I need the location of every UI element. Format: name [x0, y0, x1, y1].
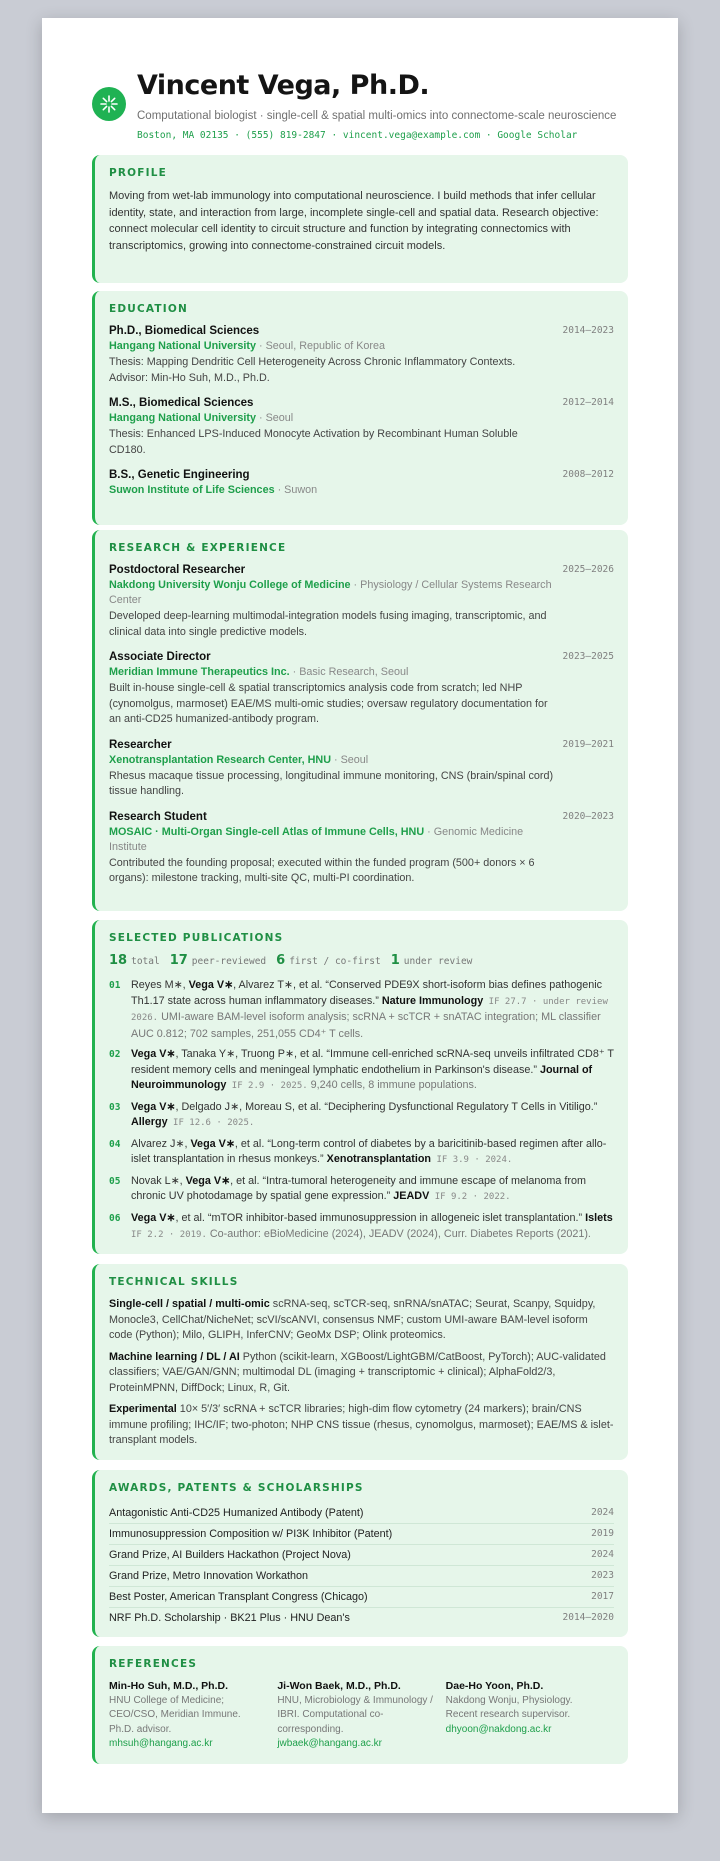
school-name: Suwon Institute of Life Sciences [109, 484, 275, 496]
award-item [109, 1503, 614, 1524]
impact-factor-year: IF 3.9 · 2024. [431, 1155, 513, 1165]
role-description: Rhesus macaque tissue processing, longitudinal immune monitoring, CNS (brain/spinal cord) tissue handling. [109, 769, 554, 797]
publication-stats [109, 953, 614, 968]
section-title: EDUCATION [109, 303, 189, 315]
publication-item [109, 1047, 614, 1095]
school-line [109, 411, 614, 426]
section-title: AWARDS, PATENTS & SCHOLARSHIPS [109, 1482, 364, 1494]
award-date: 2017 [591, 1591, 614, 1602]
publication-note: 9,240 cells, 8 immune populations. [307, 1079, 477, 1091]
award-date: 2019 [591, 1528, 614, 1539]
thesis-description: Thesis: Mapping Dendritic Cell Heterogeneity Across Chronic Inflammatory Contexts. Advisor: Min-Ho Suh, M.D., Ph.D. [109, 356, 516, 384]
skill-category: Single-cell / spatial / multi-omic [109, 1298, 270, 1310]
award-title: Antagonistic Anti-CD25 Humanized Antibody (Patent) [109, 1507, 364, 1519]
profile-section [92, 155, 628, 283]
journal-name: JEADV [393, 1190, 430, 1202]
citation-text: , Delgado J∗, Moreau S, et al. “Deciphering Dysfunctional Regulatory T Cells in Vitiligo.” [175, 1100, 598, 1113]
award-title: Grand Prize, AI Builders Hackathon (Project Nova) [109, 1549, 351, 1561]
resume-page [42, 18, 678, 1813]
reference-card [446, 1679, 614, 1752]
skill-list-text: 10× 5′/3′ scRNA + scTCR libraries; high-dim flow cytometry (24 markers); brain/CNS immune profiling; IHC/IF; two-photon; NHP CNS tissue (rhesus, cynomolgus, marmoset); EAE/MS & islet-transplant models. [109, 1403, 614, 1446]
school-line [109, 483, 614, 498]
journal-name: Xenotransplantation [326, 1153, 432, 1165]
organization-name: Nakdong University Wonju College of Medicine [109, 579, 351, 591]
experience-entry [109, 810, 614, 887]
publication-number: 02 [109, 1049, 121, 1060]
publication-item [109, 1100, 614, 1132]
role-description: Built in-house single-cell & spatial transcriptomics analysis code from scratch; led NHP (cynomolgus, marmoset) EAE/MS multi-omic studies; oversaw regulatory documentation for an anti-CD25 humanized-antibody program. [109, 682, 548, 725]
degree-title: Ph.D., Biomedical Sciences [109, 325, 260, 337]
award-title: Immunosuppression Composition w/ PI3K Inhibitor (Patent) [109, 1528, 393, 1540]
publication-item [109, 978, 614, 1042]
skills-section [92, 1264, 628, 1460]
role-title: Associate Director [109, 651, 211, 663]
impact-factor-year: IF 12.6 · 2025. [167, 1118, 255, 1128]
impact-factor-year: IF 27.7 · under review 2026. [131, 996, 608, 1023]
skill-group [109, 1350, 614, 1397]
reference-email[interactable]: mhsuh@hangang.ac.kr [109, 1738, 213, 1749]
award-date: 2024 [591, 1549, 614, 1560]
organization-line [109, 753, 614, 768]
skill-group [109, 1402, 614, 1449]
publication-item [109, 1174, 614, 1206]
reference-email[interactable]: dhyoon@nakdong.ac.kr [445, 1723, 552, 1735]
self-author: Vega V∗ [131, 1048, 176, 1060]
date-range: 2012–2014 [562, 397, 614, 408]
date-range: 2014–2023 [562, 325, 614, 336]
impact-factor-year: IF 2.9 · 2025. [226, 1081, 308, 1091]
education-entry [109, 396, 614, 458]
publication-number: 06 [109, 1212, 121, 1224]
education-section [92, 291, 628, 525]
stat-number: 6 [276, 953, 286, 968]
date-range: 2008–2012 [562, 469, 614, 480]
organization-detail: · Physiology / Cellular Systems Research Center [109, 579, 552, 606]
leading-authors: Alvarez J∗, [131, 1137, 191, 1150]
award-item [109, 1566, 614, 1587]
candidate-tagline: Computational biologist · single-cell & spatial multi-omics into connectome-scale neuroscience [137, 110, 617, 122]
citation-text: , Tanaka Y∗, Truong P∗, et al. “Immune cell-enriched scRNA-seq unveils infiltrated CD8⁺ T resident memory cells and meningeal lymphatic endothelium in Parkinson's disease.” [131, 1048, 614, 1076]
award-date: 2014–2020 [562, 1612, 614, 1623]
school-location: · Seoul, Republic of Korea [256, 340, 386, 352]
publication-number: 05 [109, 1175, 121, 1187]
award-title: Best Poster, American Transplant Congress (Chicago) [109, 1591, 368, 1603]
organization-name: Meridian Immune Therapeutics Inc. [109, 666, 290, 678]
self-author: Vega V∗ [131, 1100, 176, 1113]
publication-note: UMI-aware BAM-level isoform analysis; scRNA + scTCR + snATAC integration; ML classifier AUC 0.812; 702 samples, 251,055 CD4⁺ T cells. [131, 1011, 601, 1040]
stat-number: 17 [169, 953, 188, 968]
citation-text: , et al. “Long-term control of diabetes by a baricitinib-based regimen after allo-islet transplantation in rhesus monkeys.” [131, 1137, 607, 1165]
reference-name: Dae-Ho Yoon, Ph.D. [445, 1680, 544, 1692]
self-author: Vega V∗ [131, 1211, 176, 1224]
award-item [109, 1545, 614, 1566]
reference-affiliation: HNU College of Medicine; CEO/CSO, Meridian Immune. Ph.D. advisor. [109, 1694, 241, 1735]
stat-label: total [131, 956, 160, 967]
stat-label: under review [403, 956, 473, 967]
profile-text: Moving from wet-lab immunology into computational neuroscience. I build methods that infer cellular identity, state, and interaction from large, incomplete single-cell and spatial data. Research objective: connect molecular cell identity to circuit structure and function by integrating connectomics with transcriptomics, growing into connectome-constrained circuit models. [109, 190, 599, 252]
self-author: Vega V∗ [190, 1137, 235, 1150]
stat-label: peer-reviewed [191, 956, 267, 967]
award-item [109, 1524, 614, 1545]
date-range: 2025–2026 [562, 564, 614, 575]
skill-category: Experimental [109, 1403, 177, 1415]
contact-line[interactable]: Boston, MA 02135 · (555) 819-2847 · vincent.vega@example.com · Google Scholar [137, 130, 578, 141]
publication-item [109, 1137, 614, 1169]
self-author: Vega V∗ [185, 1174, 231, 1187]
school-name: Hangang National University [109, 412, 256, 424]
references-section [92, 1646, 628, 1764]
publication-note: Co-author: eBioMedicine (2024), JEADV (2024), Curr. Diabetes Reports (2021). [206, 1228, 591, 1240]
role-description: Contributed the founding proposal; executed within the funded program (500+ donors × 6 organs): milestone tracking, multi-site QC, multi-PI coordination. [109, 856, 535, 884]
award-title: Grand Prize, Metro Innovation Workathon [109, 1570, 309, 1582]
skill-category: Machine learning / DL / AI [109, 1350, 240, 1363]
stat-number: 18 [109, 953, 128, 968]
education-entry [109, 324, 614, 386]
skill-group [109, 1297, 614, 1344]
school-location: · Seoul [256, 412, 294, 424]
publication-item [109, 1211, 614, 1244]
journal-name: Islets [585, 1211, 613, 1224]
organization-detail: · Seoul [331, 753, 369, 766]
leading-authors: Reyes M∗, [131, 979, 189, 991]
role-title: Research Student [109, 810, 207, 823]
thesis-description: Thesis: Enhanced LPS-Induced Monocyte Activation by Recombinant Human Soluble CD180. [109, 428, 518, 456]
skill-list-text: scRNA-seq, scTCR-seq, snRNA/snATAC; Seurat, Scanpy, Squidpy, Monocle3, CellChat/NicheNet; scVI/scANVI, consensus NMF; custom UMI-aware BAM-level isoform code (Python); Milo, GLIPH, InferCNV; GeoMx DSP; Olink proteomics. [109, 1298, 596, 1341]
section-title: SELECTED PUBLICATIONS [109, 932, 284, 944]
school-line [109, 339, 614, 354]
reference-name: Min-Ho Suh, M.D., Ph.D. [109, 1680, 228, 1692]
organization-line [109, 825, 614, 855]
awards-section [92, 1470, 628, 1637]
journal-name: Nature Immunology [381, 994, 484, 1007]
date-range: 2020–2023 [562, 810, 614, 822]
education-entry [109, 468, 614, 498]
journal-name: Allergy [131, 1116, 168, 1128]
citation-text: , Alvarez T∗, et al. “Conserved PDE9X short-isoform bias defines pathogenic Th1.17 state across human inflammatory diseases.” [131, 979, 603, 1007]
publication-number: 01 [109, 980, 121, 991]
experience-entry [109, 650, 614, 728]
section-title: PROFILE [109, 167, 168, 179]
reference-affiliation: Nakdong Wonju, Physiology. Recent research supervisor. [445, 1694, 573, 1720]
self-author: Vega V∗ [188, 979, 234, 991]
degree-title: B.S., Genetic Engineering [109, 469, 250, 481]
organization-name: Xenotransplantation Research Center, HNU [109, 753, 331, 766]
role-description: Developed deep-learning multimodal-integration models fusing imaging, transcriptomic, and clinical data into single predictive models. [109, 610, 547, 638]
skill-list-text: Python (scikit-learn, XGBoost/LightGBM/CatBoost, PyTorch); AUC-validated classifiers; VAE/GAN/GNN; multimodal DL (imaging + transcriptomic + clinical); AlphaFold2/3, ProteinMPNN, DiffDock; Linux, R, Git. [109, 1350, 606, 1394]
stat-number: 1 [390, 953, 400, 968]
date-range: 2019–2021 [562, 738, 614, 750]
impact-factor-year: IF 9.2 · 2022. [429, 1192, 511, 1202]
school-name: Hangang National University [109, 340, 256, 352]
reference-card [277, 1679, 445, 1752]
organization-line [109, 665, 614, 680]
publications-section [92, 920, 628, 1254]
organization-detail: · Genomic Medicine Institute [109, 825, 524, 853]
organization-line [109, 578, 614, 608]
award-title: NRF Ph.D. Scholarship · BK21 Plus · HNU Dean's [109, 1612, 350, 1624]
citation-text: , et al. “Intra-tumoral heterogeneity and immune escape of melanoma from chronic UV photodamage by spatial gene expression.” [131, 1174, 586, 1202]
impact-factor-year: IF 2.2 · 2019. [131, 1230, 207, 1240]
award-item [109, 1608, 614, 1628]
school-location: · Suwon [274, 484, 318, 496]
reference-name: Ji-Won Baek, M.D., Ph.D. [277, 1680, 401, 1692]
award-date: 2024 [591, 1507, 614, 1518]
journal-name: Journal of Neuroimmunology [131, 1063, 593, 1091]
organization-name: MOSAIC · Multi-Organ Single-cell Atlas of Immune Cells, HNU [109, 825, 425, 838]
publication-number: 03 [109, 1101, 121, 1113]
reference-email[interactable]: jwbaek@hangang.ac.kr [277, 1738, 382, 1749]
reference-card [109, 1679, 277, 1752]
section-title: RESEARCH & EXPERIENCE [109, 542, 287, 554]
degree-title: M.S., Biomedical Sciences [109, 397, 254, 409]
experience-entry [109, 738, 614, 800]
reference-affiliation: HNU, Microbiology & Immunology / IBRI. Computational co-corresponding. [277, 1694, 433, 1735]
date-range: 2023–2025 [562, 651, 614, 662]
leading-authors: Novak L∗, [131, 1174, 186, 1187]
organization-detail: · Basic Research, Seoul [289, 666, 409, 678]
section-title: REFERENCES [109, 1658, 198, 1670]
publication-number: 04 [109, 1138, 121, 1150]
experience-section [92, 530, 628, 911]
role-title: Postdoctoral Researcher [109, 564, 246, 576]
stat-label: first / co-first [289, 956, 381, 967]
citation-text: , et al. “mTOR inhibitor-based immunosuppression in allogeneic islet transplantation.” [175, 1211, 586, 1224]
candidate-name: Vincent Vega, Ph.D. [137, 70, 430, 101]
award-item [109, 1587, 614, 1608]
asterisk-logo-icon [92, 87, 126, 121]
role-title: Researcher [109, 738, 172, 751]
award-date: 2023 [591, 1570, 614, 1581]
section-title: TECHNICAL SKILLS [109, 1276, 239, 1288]
experience-entry [109, 563, 614, 640]
